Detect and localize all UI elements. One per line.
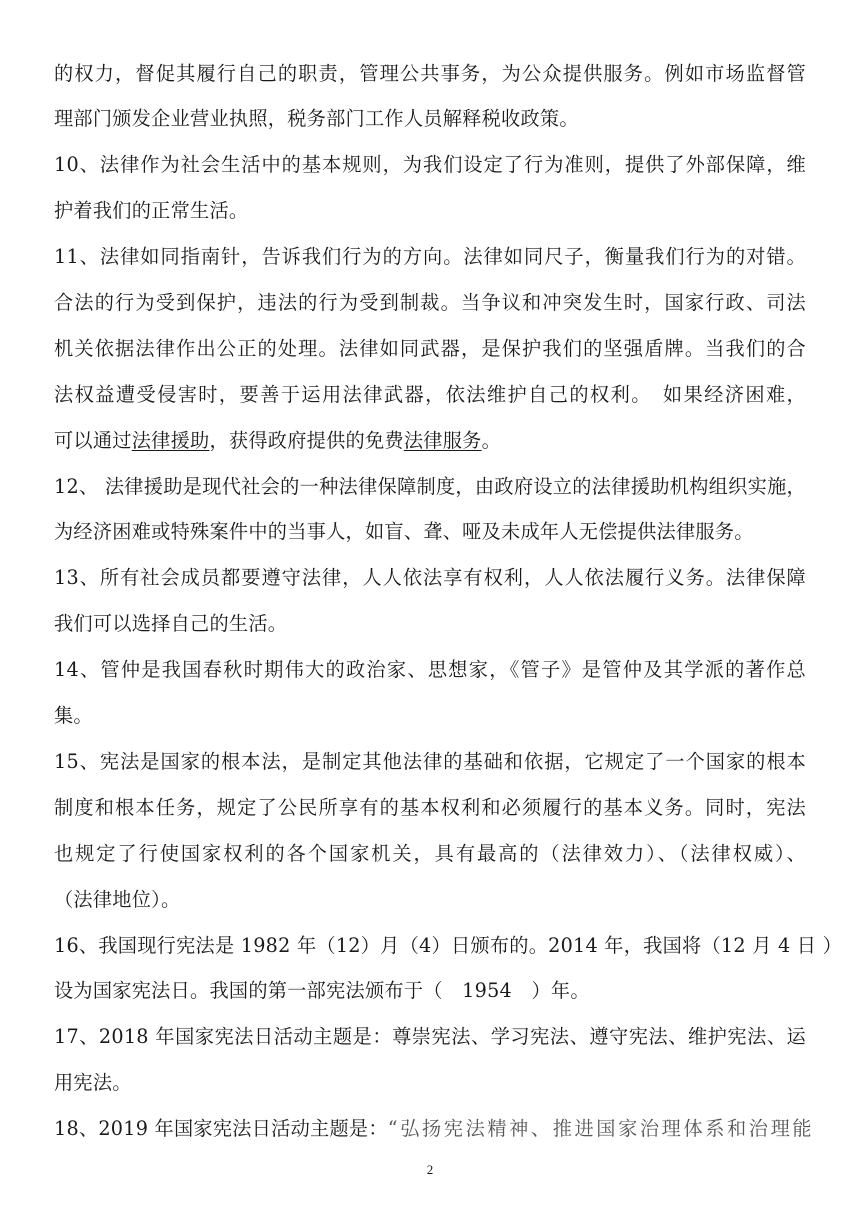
text-line: 制度和根本任务，规定了公民所享有的基本权利和必须履行的基本义务。同时，宪法 (54, 796, 806, 819)
text-line: 合法的行为受到保护，违法的行为受到制裁。当争议和冲突发生时，国家行政、司法 (54, 291, 806, 314)
item-12: 12、 法律援助是现代社会的一种法律保障制度，由政府设立的法律援助机构组织实施， (54, 475, 806, 498)
text-line: 为经济困难或特殊案件中的当事人，如盲、聋、哑及未成年人无偿提供法律服务。 (54, 520, 754, 543)
text-span: “弘扬宪法精神、推进国家治理体系和治理能 (387, 1117, 815, 1140)
text-line: （法律地位）。 (54, 888, 181, 911)
text-span: ，获得政府提供的免费 (209, 429, 404, 452)
item-18 (54, 1114, 815, 1144)
text-line: 的权力，督促其履行自己的职责，管理公共事务，为公众提供服务。例如市场监督管 (54, 62, 806, 85)
text-span: 18、2019 年国家宪法日活动主题是： (54, 1117, 388, 1140)
text-line: 法权益遭受侵害时，要善于运用法律武器，依法维护自己的权利。 如果经济困难， (54, 383, 806, 406)
text-line: 我们可以选择自己的生活。 (54, 612, 288, 635)
item-14: 14、管仲是我国春秋时期伟大的政治家、思想家，《管子》是管仲及其学派的著作总 (54, 658, 806, 681)
text-line-with-links (54, 426, 806, 456)
text-line: 集。 (54, 704, 93, 727)
page-number: 2 (426, 1162, 434, 1177)
text-line: 设为国家宪法日。我国的第一部宪法颁布于（ 1954 ）年。 (54, 979, 590, 1002)
text-span: 。 (481, 429, 502, 452)
legal-service-link[interactable]: 法律服务 (403, 429, 482, 452)
text-line: 理部门颁发企业营业执照，税务部门工作人员解释税收政策。 (54, 107, 579, 130)
text-span: 可以通过 (54, 429, 132, 452)
item-10: 10、法律作为社会生活中的基本规则，为我们设定了行为准则，提供了外部保障，维 (54, 153, 806, 176)
text-line: 护着我们的正常生活。 (54, 199, 249, 222)
item-11: 11、法律如同指南针，告诉我们行为的方向。法律如同尺子，衡量我们行为的对错。 (54, 245, 806, 268)
item-16: 16、我国现行宪法是 1982 年（12）月（4）日颁布的。2014 年，我国将（12 月 4 日 ） (54, 934, 843, 957)
text-line: 用宪法。 (54, 1071, 132, 1094)
item-17: 17、2018 年国家宪法日活动主题是：尊崇宪法、学习宪法、遵守宪法、维护宪法、运 (54, 1025, 806, 1048)
item-15: 15、宪法是国家的根本法，是制定其他法律的基础和依据，它规定了一个国家的根本 (54, 750, 806, 773)
legal-aid-link[interactable]: 法律援助 (131, 429, 210, 452)
text-line: 也规定了行使国家权利的各个国家机关，具有最高的（法律效力）、（法律权威）、 (54, 842, 806, 865)
item-13: 13、所有社会成员都要遵守法律，人人依法享有权利，人人依法履行义务。法律保障 (54, 566, 806, 589)
text-line: 机关依据法律作出公正的处理。法律如同武器，是保护我们的坚强盾牌。当我们的合 (54, 337, 806, 360)
